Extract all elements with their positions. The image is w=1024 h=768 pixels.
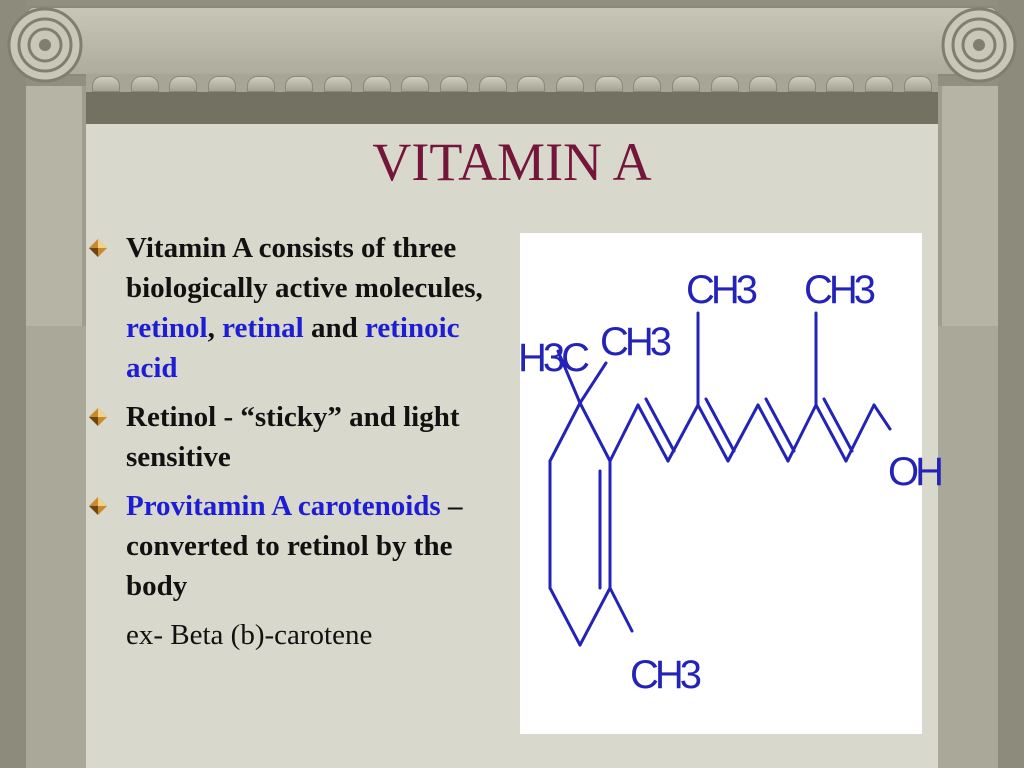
dentil: [285, 76, 313, 92]
dentil: [556, 76, 584, 92]
label-h3c: H3C: [518, 336, 587, 380]
label-ch3-chain-2: CH3: [804, 268, 873, 312]
background-right-edge: [998, 0, 1024, 768]
volute-scroll-icon: [940, 6, 1018, 84]
dentil: [247, 76, 275, 92]
slide-title: VITAMIN A: [372, 132, 652, 192]
retinol-structure-diagram: [518, 233, 940, 734]
bond: [610, 588, 632, 631]
dentil: [672, 76, 700, 92]
column-left-upper: [26, 86, 86, 326]
diamond-bullet-icon: [88, 496, 108, 516]
dentil: [711, 76, 739, 92]
diamond-bullet-icon: [88, 407, 108, 427]
connector-and: and: [303, 312, 358, 344]
retinol-structure-image: [518, 233, 940, 734]
dentil: [208, 76, 236, 92]
bond: [668, 405, 698, 461]
dentil: [324, 76, 352, 92]
term-retinoic-acid: retinoic acid: [126, 312, 460, 384]
bullet-text: Vitamin A consists of three biologically active molecules,: [126, 232, 483, 304]
bond: [846, 405, 874, 461]
term-retinal: retinal: [222, 312, 304, 344]
bond: [550, 403, 580, 461]
term-retinol: retinol: [126, 312, 208, 344]
column-left-lower: [26, 326, 86, 768]
frieze-band: [86, 92, 938, 124]
bullet-item: [88, 228, 498, 388]
bond: [610, 405, 638, 461]
dentil: [788, 76, 816, 92]
label-ch3-ring-bottom: CH3: [630, 653, 699, 697]
dentil: [440, 76, 468, 92]
volute-scroll-icon: [6, 6, 84, 84]
label-ch3-chain-1: CH3: [686, 268, 755, 312]
dentil: [865, 76, 893, 92]
dentil-row: [86, 74, 938, 92]
bond: [580, 588, 610, 645]
bullet-item: [88, 486, 498, 606]
term-provitamin-a-carotenoids: Provitamin A carotenoids: [126, 490, 441, 522]
bullet-list: [88, 228, 498, 664]
bullet-text: Retinol - “sticky” and light sensitive: [126, 401, 460, 473]
dentil: [595, 76, 623, 92]
column-right-lower: [938, 326, 998, 768]
bullet-text: – converted to retinol by the body: [126, 490, 463, 602]
dentil: [633, 76, 661, 92]
column-right-upper: [938, 86, 998, 326]
dentil: [749, 76, 777, 92]
column-capital: [26, 6, 998, 76]
example-line: ex- Beta (b)-carotene: [126, 619, 373, 651]
dentil: [401, 76, 429, 92]
bond: [550, 588, 580, 645]
diamond-bullet-icon: [88, 238, 108, 258]
bond: [580, 403, 610, 461]
bullet-item: [88, 397, 498, 477]
dentil: [169, 76, 197, 92]
bond: [788, 405, 816, 461]
dentil: [479, 76, 507, 92]
background-left-edge: [0, 0, 26, 768]
bond: [874, 405, 890, 429]
dentil: [131, 76, 159, 92]
dentil: [92, 76, 120, 92]
label-oh: OH: [888, 450, 940, 494]
bond: [728, 405, 758, 461]
comma: ,: [207, 312, 215, 344]
dentil: [904, 76, 932, 92]
label-ch3-ring-top: CH3: [600, 320, 669, 364]
dentil: [517, 76, 545, 92]
dentil: [826, 76, 854, 92]
dentil: [363, 76, 391, 92]
